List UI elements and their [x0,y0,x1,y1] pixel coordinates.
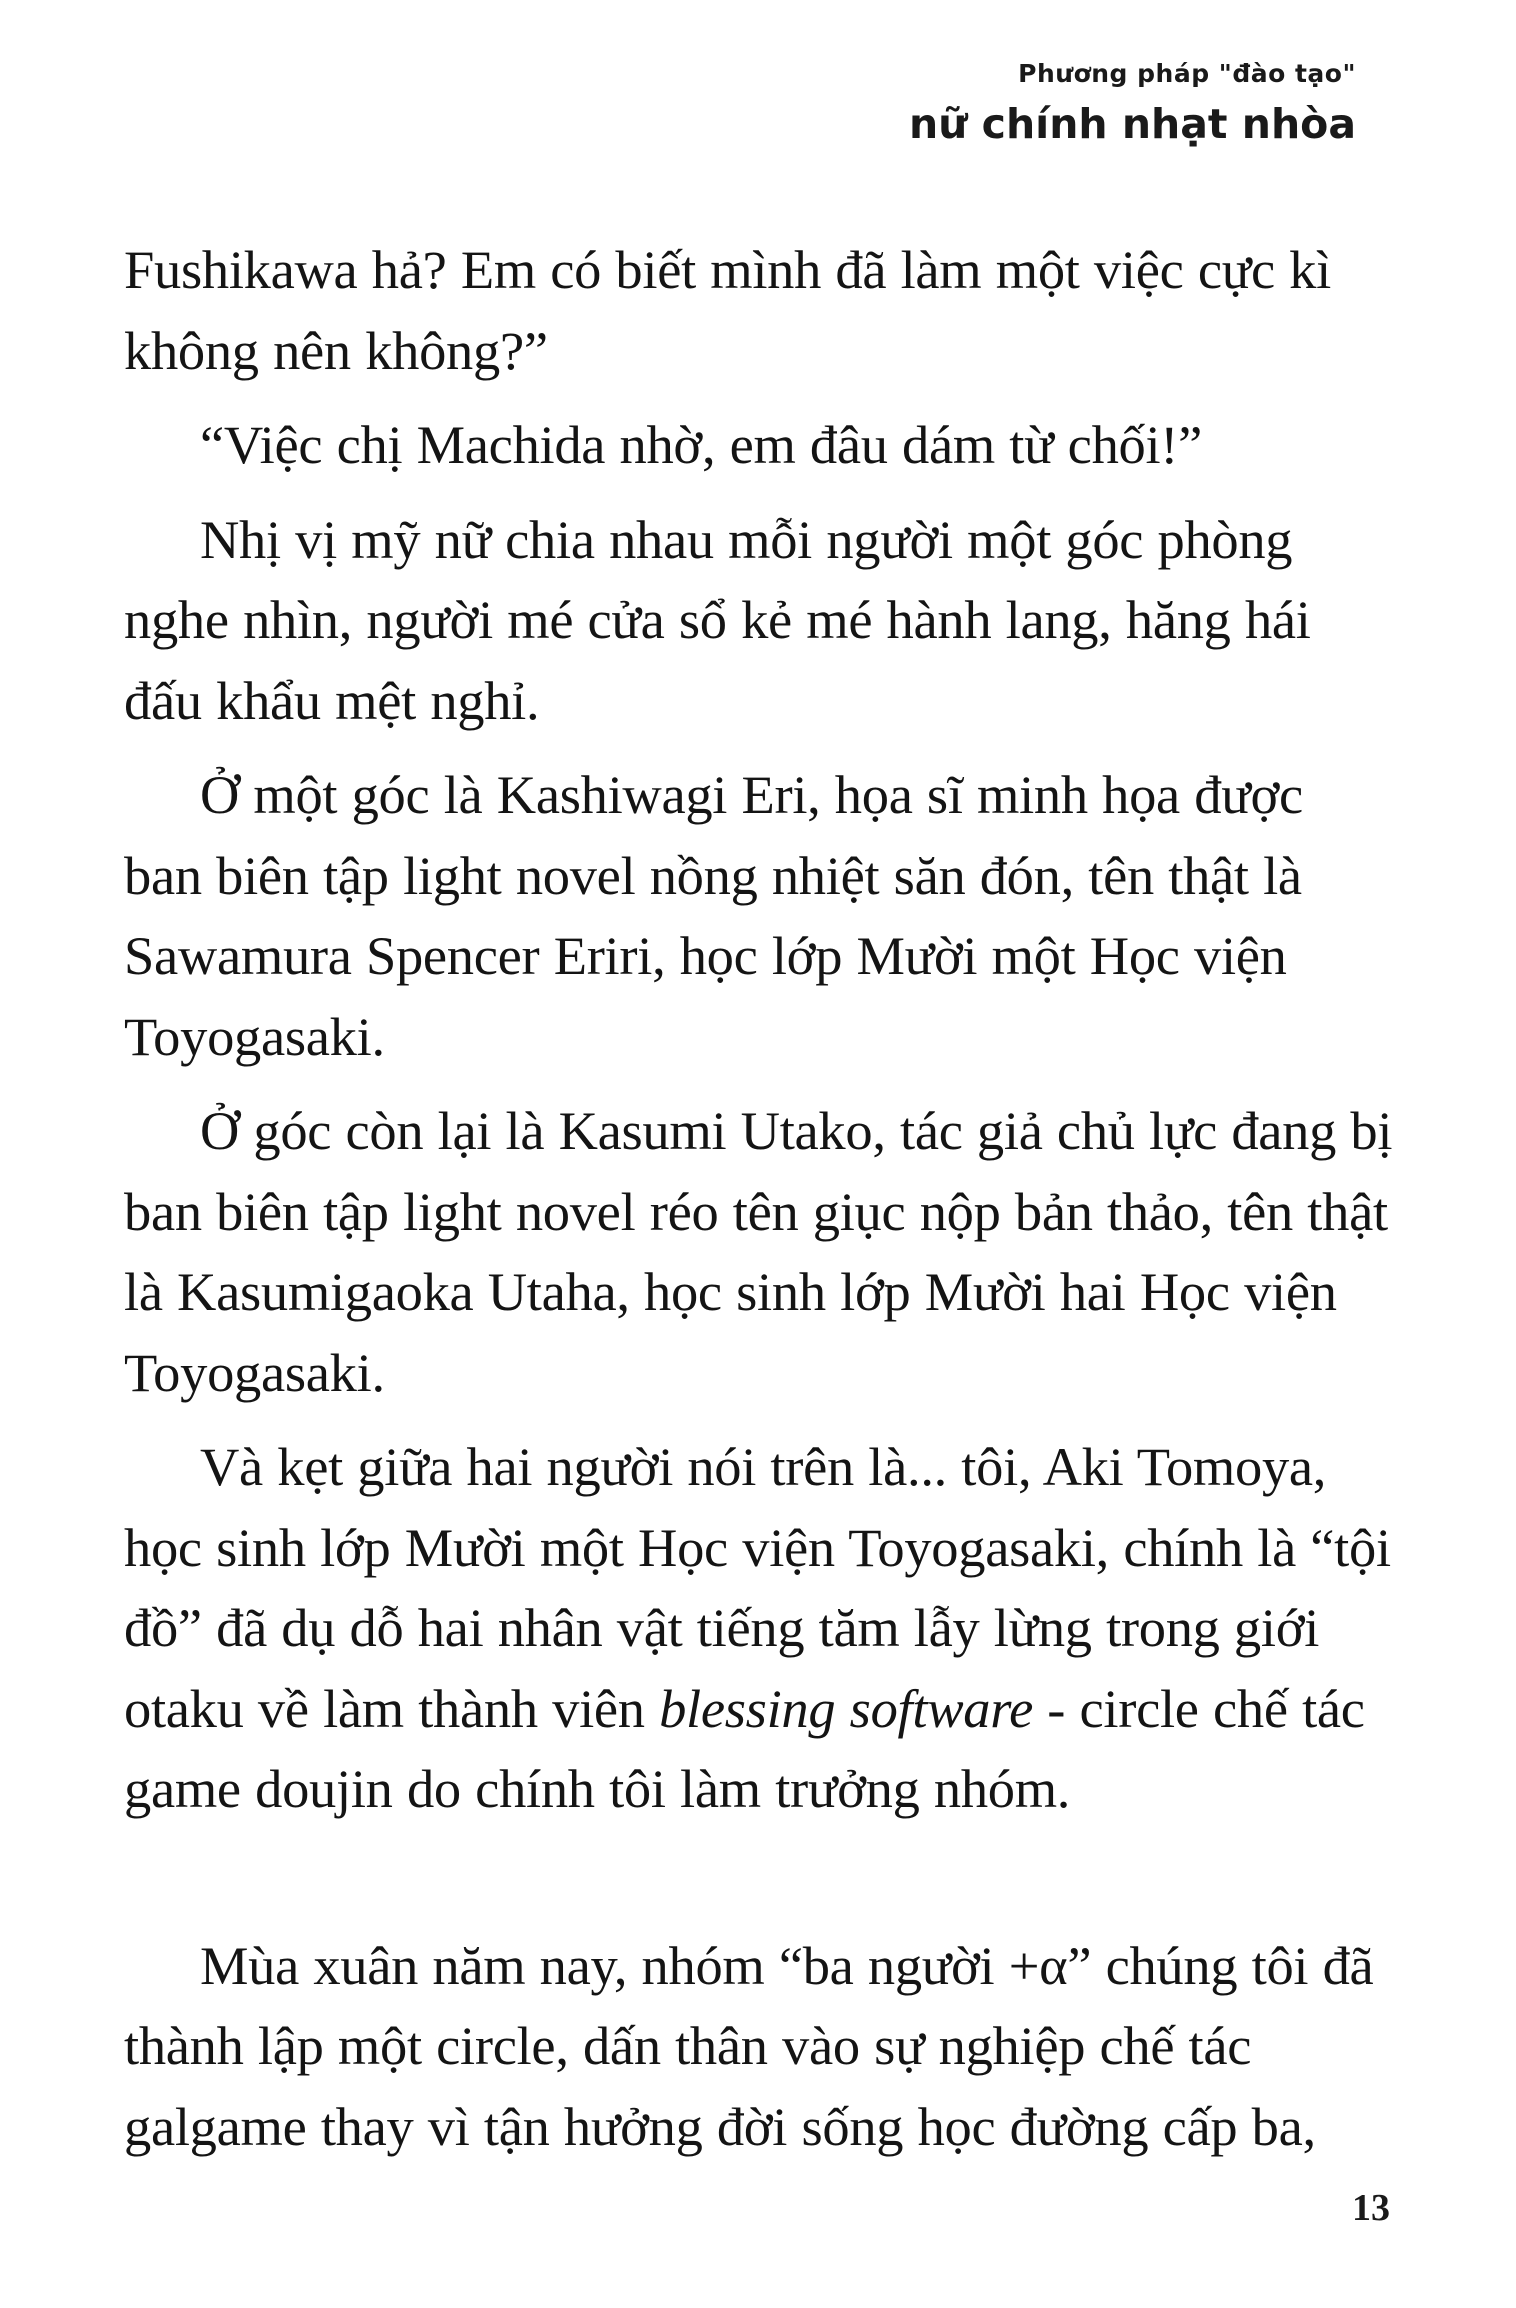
paragraph-3: Nhị vị mỹ nữ chia nhau mỗi người một góc phòng nghe nhìn, người mé cửa sổ kẻ mé hành lang, hăng hái đấu khẩu mệt nghỉ. [124,508,1311,731]
running-header [909,58,1356,150]
book-title: nữ chính nhạt nhòa [909,100,1356,148]
paragraph-6-text-after: - circle chế tác game doujin do chính tôi làm trưởng nhóm. [124,1677,1365,1819]
paragraph-6 [124,1427,1394,1830]
body-text [124,230,1394,2181]
paragraph-4: Ở một góc là Kashiwagi Eri, họa sĩ minh họa được ban biên tập light novel nồng nhiệt săn đón, tên thật là Sawamura Spencer Eriri, học lớp Mười một Học viện Toyogasaki. [124,764,1303,1067]
paragraph-2: “Việc chị Machida nhờ, em đâu dám từ chối!” [200,414,1203,475]
paragraph-5: Ở góc còn lại là Kasumi Utako, tác giả chủ lực đang bị ban biên tập light novel réo tên giục nộp bản thảo, tên thật là Kasumigaoka Utaha, học sinh lớp Mười hai Học viện Toyogasaki. [124,1100,1393,1403]
paragraph-1: Fushikawa hả? Em có biết mình đã làm một việc cực kì không nên không?” [124,239,1331,381]
series-title: Phương pháp "đào tạo" [1018,59,1356,88]
paragraph-6-text-before: Và kẹt giữa hai người nói trên là... tôi, Aki Tomoya, học sinh lớp Mười một Học viện Toyogasaki, chính là “tội đồ” đã dụ dỗ hai nhân vật tiếng tăm lẫy lừng trong giới otaku về làm thành viên [124,1436,1391,1739]
page-number: 13 [1352,2187,1390,2229]
paragraph-7: Mùa xuân năm nay, nhóm “ba người +α” chúng tôi đã thành lập một circle, dấn thân vào sự nghiệp chế tác galgame thay vì tận hưởng đời sống học đường cấp ba, [124,1934,1374,2157]
circle-name: blessing software [659,1677,1033,1739]
